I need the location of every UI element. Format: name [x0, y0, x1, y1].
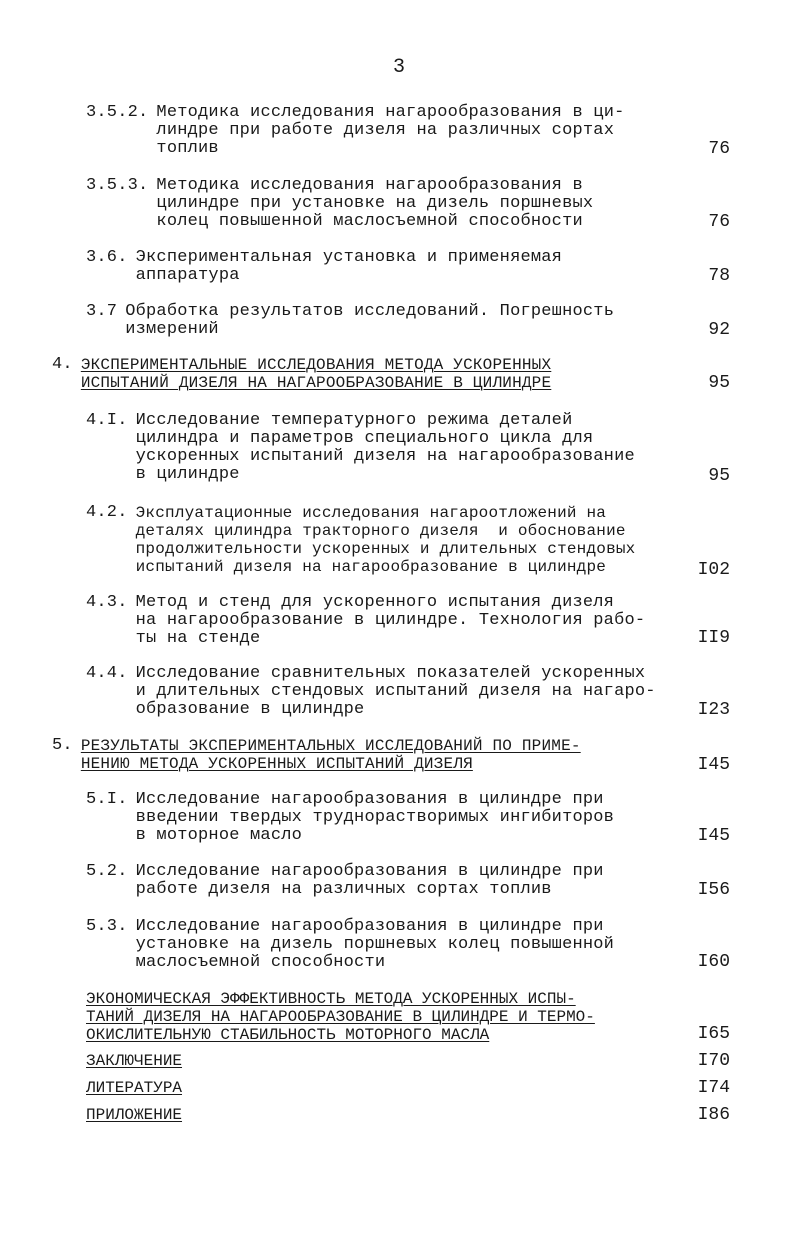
- section-number: 3.5.2.: [86, 103, 149, 122]
- toc-entry-4-1[interactable]: [86, 412, 635, 484]
- page-ref: I74: [697, 1078, 730, 1098]
- section-title: Исследование температурного режима деталей цилиндра и параметров специального цикла для ускоренных испытаний дизеля на нагарообразование в цилиндре: [135, 411, 635, 484]
- section-title: Метод и стенд для ускоренного испытания дизеля на нагарообразование в цилиндре. Технология рабо- ты на стенде: [135, 593, 646, 648]
- toc-entry-3-5-2[interactable]: [86, 104, 625, 158]
- page-ref: I56: [697, 880, 730, 900]
- page-ref: 76: [708, 212, 730, 232]
- section-number: 4.: [52, 355, 73, 374]
- section-title: Обработка результатов исследований. Погрешность измерений: [125, 302, 615, 339]
- page-ref: 92: [708, 320, 730, 340]
- toc-entry-literature[interactable]: ЛИТЕРАТУРА: [86, 1079, 183, 1097]
- section-title: ЭКСПЕРИМЕНТАЛЬНЫЕ ИССЛЕДОВАНИЯ МЕТОДА УСКОРЕННЫХ ИСПЫТАНИЙ ДИЗЕЛЯ НА НАГАРООБРАЗОВАНИЕ В ЦИЛИНДРЕ: [80, 356, 552, 392]
- toc-entry-4[interactable]: [52, 356, 551, 392]
- page-ref: I45: [697, 755, 730, 775]
- page-ref: I02: [697, 560, 730, 580]
- section-title: РЕЗУЛЬТАТЫ ЭКСПЕРИМЕНТАЛЬНЫХ ИССЛЕДОВАНИЙ ПО ПРИМЕ- НЕНИЮ МЕТОДА УСКОРЕННЫХ ИСПЫТАНИЙ ДИЗЕЛЯ: [80, 737, 581, 773]
- section-number: 5.2.: [86, 862, 128, 881]
- section-number: 4.4.: [86, 664, 128, 683]
- section-title: Исследование сравнительных показателей ускоренных и длительных стендовых испытаний дизеля на нагаро- образование в цилиндре: [135, 664, 656, 719]
- section-number: 5.: [52, 736, 73, 755]
- page-ref: II9: [697, 628, 730, 648]
- toc-entry-4-4[interactable]: [86, 665, 656, 719]
- page-ref: I70: [697, 1051, 730, 1071]
- toc-entry-4-3[interactable]: [86, 594, 645, 648]
- toc-entry-3-7[interactable]: [86, 303, 614, 339]
- toc-entry-appendix[interactable]: ПРИЛОЖЕНИЕ: [86, 1106, 183, 1124]
- page-ref: I45: [697, 826, 730, 846]
- toc-entry-economic-efficiency[interactable]: ЭКОНОМИЧЕСКАЯ ЭФФЕКТИВНОСТЬ МЕТОДА УСКОРЕННЫХ ИСПЫ- ТАНИЙ ДИЗЕЛЯ НА НАГАРООБРАЗОВАНИЕ В ЦИЛИНДРЕ И ТЕРМО- ОКИСЛИТЕЛЬНУЮ СТАБИЛЬНОСТЬ МОТОРНОГО МАСЛА: [86, 990, 595, 1044]
- section-number: 4.I.: [86, 411, 128, 430]
- section-number: 3.6.: [86, 248, 128, 267]
- section-title: Эксплуатационные исследования нагароотложений на деталях цилиндра тракторного дизеля и обоснование продолжительности ускоренных и длительных стендовых испытаний дизеля на нагарообразование в цилиндре: [135, 504, 636, 576]
- page-ref: 95: [708, 466, 730, 486]
- section-number: 4.2.: [86, 503, 128, 522]
- section-title: Исследование нагарообразования в цилиндре при введении твердых труднорастворимых ингибиторов в моторное масло: [135, 790, 615, 845]
- section-number: 5.I.: [86, 790, 128, 809]
- toc-entry-5-2[interactable]: [86, 863, 604, 899]
- section-title: Методика исследования нагарообразования в ци- линдре при работе дизеля на различных сортах топлив: [156, 103, 625, 158]
- page-ref: 95: [708, 373, 730, 393]
- section-title: Исследование нагарообразования в цилиндре при установке на дизель поршневых колец повышенной маслосъемной способности: [135, 917, 615, 972]
- toc-entry-4-2[interactable]: [86, 504, 636, 576]
- toc-entry-3-6[interactable]: [86, 249, 562, 285]
- toc-entry-5-1[interactable]: [86, 791, 614, 845]
- page-ref: I65: [697, 1024, 730, 1044]
- section-number: 5.3.: [86, 917, 128, 936]
- page-ref: I60: [697, 952, 730, 972]
- section-number: 3.5.3.: [86, 176, 149, 195]
- section-number: 4.3.: [86, 593, 128, 612]
- page-number: 3: [392, 56, 405, 79]
- section-title: Экспериментальная установка и применяемая аппаратура: [135, 248, 563, 285]
- section-number: 3.7: [86, 302, 118, 321]
- page-ref: 78: [708, 266, 730, 286]
- page-ref: I23: [697, 700, 730, 720]
- toc-entry-5[interactable]: [52, 737, 581, 773]
- page-ref: 76: [708, 139, 730, 159]
- page-ref: I86: [697, 1105, 730, 1125]
- toc-entry-3-5-3[interactable]: [86, 177, 593, 231]
- toc-entry-conclusion[interactable]: ЗАКЛЮЧЕНИЕ: [86, 1052, 183, 1070]
- section-title: Исследование нагарообразования в цилиндре при работе дизеля на различных сортах топлив: [135, 862, 604, 899]
- toc-entry-5-3[interactable]: [86, 918, 614, 972]
- section-title: Методика исследования нагарообразования в цилиндре при установке на дизель поршневых колец повышенной маслосъемной способности: [156, 176, 594, 231]
